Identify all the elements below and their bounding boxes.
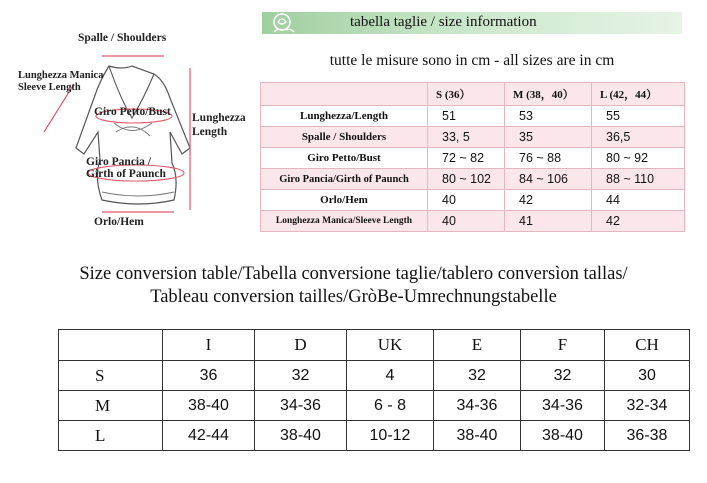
conv-cell-m-f: 34-36 — [521, 391, 605, 421]
col-head-f: F — [521, 330, 605, 361]
cell-length-s: 51 — [428, 106, 505, 127]
cell-bust-l: 80 ~ 92 — [592, 148, 685, 169]
conv-cell-s-d: 32 — [255, 361, 347, 391]
row-label-hem: Orlo/Hem — [261, 190, 428, 211]
label-bust: Giro Petto/Bust — [94, 106, 171, 118]
row-label-sleeve: Longhezza Manica/Sleeve Length — [261, 211, 428, 232]
cell-sleeve-l: 42 — [592, 211, 685, 232]
conv-cell-l-uk: 10-12 — [347, 421, 434, 451]
cell-bust-m: 76 ~ 88 — [505, 148, 592, 169]
table-row — [59, 391, 690, 421]
cell-hem-l: 44 — [592, 190, 685, 211]
conv-cell-m-i: 38-40 — [163, 391, 255, 421]
cell-shoulders-s: 33, 5 — [428, 127, 505, 148]
conv-cell-s-uk: 4 — [347, 361, 434, 391]
table-row — [261, 106, 685, 127]
col-head-l: L (42，44） — [592, 83, 685, 106]
col-head-e: E — [434, 330, 521, 361]
label-sleeve-en: Sleeve Length — [18, 82, 81, 93]
table-row — [261, 127, 685, 148]
cell-sleeve-s: 40 — [428, 211, 505, 232]
cell-waist-l: 88 ~ 110 — [592, 169, 685, 190]
col-head-s: S (36） — [428, 83, 505, 106]
col-head-m: M (38，40） — [505, 83, 592, 106]
table-row — [261, 148, 685, 169]
conv-cell-l-ch: 36-38 — [605, 421, 690, 451]
label-shoulders: Spalle / Shoulders — [78, 32, 167, 44]
conversion-title — [0, 263, 707, 309]
conversion-corner — [59, 330, 163, 361]
size-table — [260, 82, 685, 232]
row-head-l: L — [59, 421, 163, 451]
size-table-header-row — [261, 83, 685, 106]
row-label-shoulders: Spalle / Shoulders — [261, 127, 428, 148]
col-head-d: D — [255, 330, 347, 361]
conv-cell-m-d: 34-36 — [255, 391, 347, 421]
conv-cell-s-e: 32 — [434, 361, 521, 391]
size-info-header — [262, 12, 682, 34]
conversion-title-line1: Size conversion table/Tabella conversione taglie/tablero conversìon tallas/ — [79, 264, 628, 284]
conv-cell-s-ch: 30 — [605, 361, 690, 391]
conv-cell-l-e: 38-40 — [434, 421, 521, 451]
units-note: tutte le misure sono in cm - all sizes are in cm — [329, 52, 615, 69]
conv-cell-l-f: 38-40 — [521, 421, 605, 451]
row-label-bust: Giro Petto/Bust — [261, 148, 428, 169]
label-waist-en: Girth of Paunch — [86, 168, 166, 180]
cell-sleeve-m: 41 — [505, 211, 592, 232]
conv-cell-s-i: 36 — [163, 361, 255, 391]
garment-diagram — [14, 28, 259, 238]
cell-bust-s: 72 ~ 82 — [428, 148, 505, 169]
label-length-it: Lunghezza — [192, 112, 246, 124]
rose-icon — [268, 10, 298, 36]
cell-waist-s: 80 ~ 102 — [428, 169, 505, 190]
cell-length-l: 55 — [592, 106, 685, 127]
table-row — [261, 190, 685, 211]
table-row — [261, 211, 685, 232]
row-head-m: M — [59, 391, 163, 421]
conversion-title-line2: Tableau conversion tailles/GròBe-Umrechnungstabelle — [150, 287, 557, 307]
conv-cell-l-i: 42-44 — [163, 421, 255, 451]
cell-shoulders-m: 35 — [505, 127, 592, 148]
cell-shoulders-l: 36,5 — [592, 127, 685, 148]
cell-waist-m: 84 ~ 106 — [505, 169, 592, 190]
col-head-ch: CH — [605, 330, 690, 361]
row-label-length: Lunghezza/Length — [261, 106, 428, 127]
conv-cell-m-uk: 6 - 8 — [347, 391, 434, 421]
label-length-en: Length — [192, 126, 228, 138]
conv-cell-l-d: 38-40 — [255, 421, 347, 451]
size-table-corner — [261, 83, 428, 106]
table-row — [59, 421, 690, 451]
header-title: tabella taglie / size information — [350, 14, 537, 30]
conv-cell-s-f: 32 — [521, 361, 605, 391]
label-waist-it: Giro Pancia / — [86, 156, 151, 168]
cell-length-m: 53 — [505, 106, 592, 127]
conversion-header-row — [59, 330, 690, 361]
conv-cell-m-e: 34-36 — [434, 391, 521, 421]
row-head-s: S — [59, 361, 163, 391]
col-head-i: I — [163, 330, 255, 361]
cell-hem-s: 40 — [428, 190, 505, 211]
conv-cell-m-ch: 32-34 — [605, 391, 690, 421]
cell-hem-m: 42 — [505, 190, 592, 211]
label-sleeve-it: Lunghezza Manica — [18, 70, 104, 81]
col-head-uk: UK — [347, 330, 434, 361]
table-row — [59, 361, 690, 391]
conversion-table — [58, 329, 690, 451]
label-hem: Orlo/Hem — [94, 216, 144, 228]
table-row — [261, 169, 685, 190]
row-label-waist: Giro Pancia/Girth of Paunch — [261, 169, 428, 190]
